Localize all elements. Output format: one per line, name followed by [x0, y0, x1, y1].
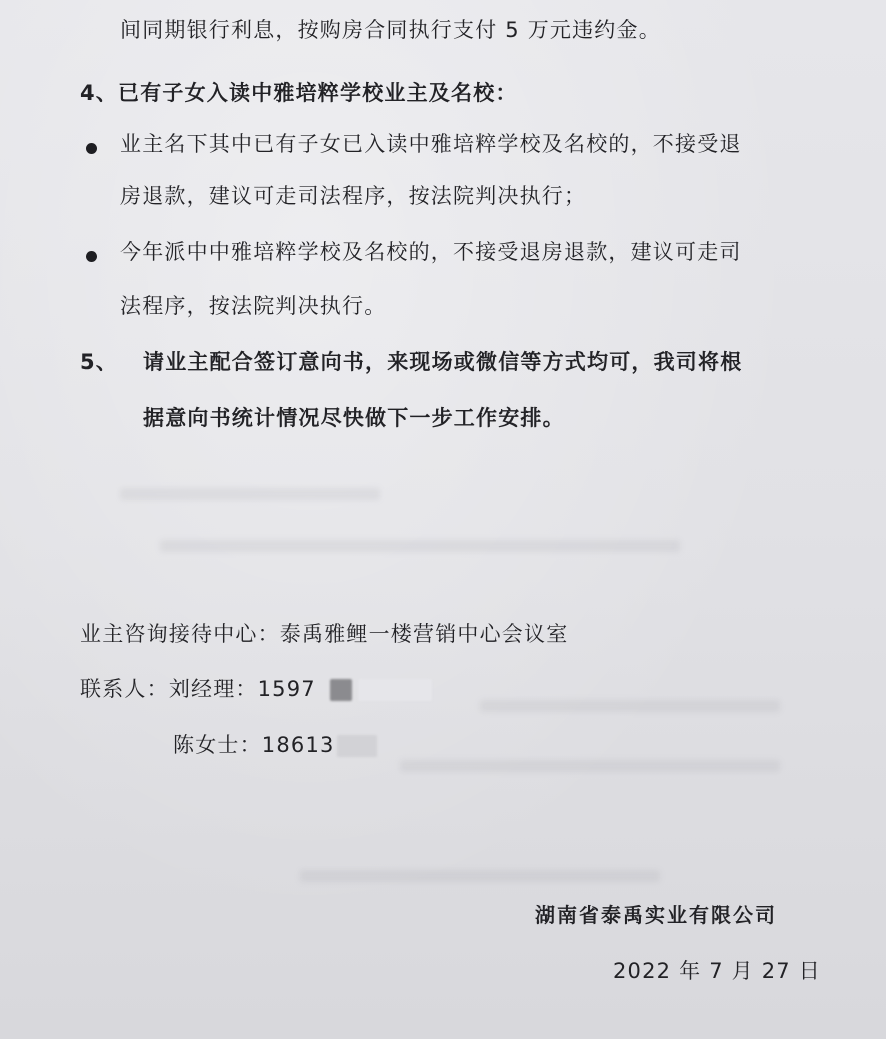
item-5-line-1: 请业主配合签订意向书，来现场或微信等方式均可，我司将根	[143, 350, 743, 374]
redaction-blur	[337, 735, 377, 757]
item-4-heading: 4、已有子女入读中雅培粹学校业主及名校：	[80, 81, 518, 105]
contact-row-1	[80, 679, 432, 701]
issue-date: 2022 年 7 月 27 日	[613, 959, 821, 983]
bleed-through-mark	[300, 870, 660, 882]
bullet-2	[86, 251, 97, 262]
contact-person-1: 刘经理：1597	[168, 677, 316, 701]
bleed-through-mark	[480, 700, 780, 712]
continuation-line: 间同期银行利息，按购房合同执行支付 5 万元违约金。	[120, 18, 661, 42]
reception-center: 业主咨询接待中心：泰禹雅鲤一楼营销中心会议室	[80, 622, 569, 646]
bleed-through-mark	[120, 488, 380, 500]
bullet-1	[86, 143, 97, 154]
bleed-through-mark	[160, 540, 680, 552]
contact-row-2	[173, 735, 377, 757]
contact-label: 联系人：	[80, 677, 169, 701]
redaction-blur	[358, 679, 432, 701]
contact-person-2: 陈女士：18613	[173, 733, 335, 757]
bullet-2-line-1: 今年派中中雅培粹学校及名校的，不接受退房退款，建议可走司	[120, 240, 742, 264]
item-5-number: 5、	[80, 350, 119, 374]
bleed-through-mark	[400, 760, 780, 772]
bullet-1-line-1: 业主名下其中已有子女已入读中雅培粹学校及名校的，不接受退	[120, 132, 742, 156]
bullet-2-line-2: 法程序，按法院判决执行。	[120, 294, 387, 318]
bullet-1-line-2: 房退款，建议可走司法程序，按法院判决执行；	[120, 184, 587, 208]
item-5-line-2: 据意向书统计情况尽快做下一步工作安排。	[143, 406, 565, 430]
redaction-block	[330, 679, 352, 701]
company-name: 湖南省泰禹实业有限公司	[535, 903, 777, 927]
